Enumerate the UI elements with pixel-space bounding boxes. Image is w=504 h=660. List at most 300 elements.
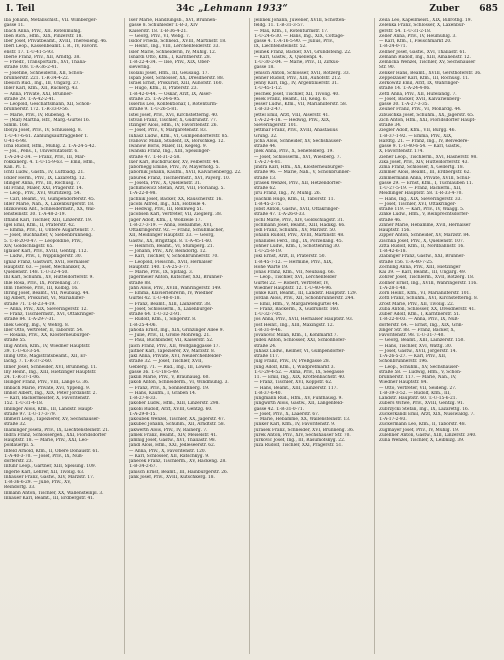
directory-entry: Juhasz Ludw., Kellner, VI, Gumpendorfer- <box>254 348 345 354</box>
directory-entry: — Josef, Schlosserm., X, Laxenburger- <box>129 306 214 312</box>
directory-entry: Zuckermann Leo, Kfm., II, Taborstr. 48. <box>379 422 467 428</box>
directory-entry: lensteinstr. 30. T.-A-48-2-19. <box>4 212 66 218</box>
directory-entry: Jicha Alois, Schneider, XV, Sechshauser- <box>254 138 343 144</box>
directory-entry: T.-R-22-8-03. — Anna, Priv., IX, Nuß- <box>379 317 460 323</box>
directory-entry: — Josef, Schlosserm., XVI, Wiesberg. 7. <box>254 154 341 160</box>
directory-entry: Zibuschka Josef, Schuhm., XX, Jägerstr. 65. <box>379 112 475 118</box>
directory-entry: brunnerstr. 117. — Marie, Näh., IV, <box>379 375 457 380</box>
directory-entry: straße 117. <box>254 354 280 359</box>
directory-entry: gasse 30. T.-A-27-3-35. <box>379 102 429 107</box>
directory-entry: Israel Ernst, Prokurist, XIII, Auhofstr. 160. <box>129 81 223 86</box>
directory-entry: Zika Josef, Priv., XIV, Hütteldorferstr. 43. <box>379 159 469 165</box>
directory-entry: Zöllner Ernst, Ing., XVIII, Währingerstr. 116. <box>379 280 478 286</box>
directory-entry: Isidor Frieda, Schneid., XVIII, Martinstr. 18. <box>129 39 227 44</box>
directory-entry: Iwanski Franz, Ing., XIII, Speisinger- <box>129 149 211 155</box>
directory-entry: Zeller Anna, Priv., IV, Heumühlg. 3. <box>379 33 457 39</box>
directory-entry: Jurkovic Josef, Ing., III, Rasumofskyg. 22. <box>254 438 346 443</box>
directory-entry: Jägermeier Anton, Kutscher, XXI, Brünner- <box>129 275 224 281</box>
directory-entry: Iglauer Karl, Priv., XVIII, Gentzg. 112. <box>4 249 88 254</box>
directory-entry: Jilek Anna, Priv., X, Senefelderg. 19. <box>254 149 334 155</box>
directory-entry: T.-R-42-6-18. <box>379 249 407 254</box>
column-3 <box>254 18 375 654</box>
directory-entry: gasse 4. T.-A-16-5-90. — Julius, Priv., <box>254 39 335 44</box>
directory-entry: Jonas Franz, Kfm., VII, Neubaug. 66. <box>254 270 335 275</box>
directory-entry: Jaitner Karl, Tapezierer, XV, Märzstr. 8. <box>129 348 216 354</box>
directory-entry: — Franz, Tischlermstr., XVI, Ottakringer- <box>4 312 95 317</box>
directory-entry: Jahn Alois, Priv., XVIII, Währingerstr. 149. <box>129 285 222 291</box>
directory-entry: — Hans, Tischler, XVI, Wattg. 30. <box>379 343 453 349</box>
directory-entry: Jamek Franz, Beamt., XIV, Meiselstr. 41. <box>129 432 218 438</box>
directory-entry: — Hans, Beamt., XIII, Lainzerstr. 117. <box>254 385 338 391</box>
directory-entry: Jos Anna, Priv., XVII, Hernalser Hauptstr. 93. <box>254 317 354 323</box>
directory-entry: T.-R-45-7-12. — Hermine, Priv., XIX, <box>254 259 333 265</box>
directory-entry: Schönbrunnerstr. 196. <box>379 359 429 365</box>
directory-entry: Hauptstr. 63. — Josef, Mechaniker, X, <box>4 264 87 270</box>
directory-entry: T.-A-29-0-15. <box>129 411 157 417</box>
directory-entry: Jacobsen Karl, Vertreter, VII, Zieglerg. 38. <box>129 212 223 218</box>
directory-entry: straße 55. <box>4 338 27 344</box>
directory-entry: — Leopold, Fleischh., XVII, Hernalser <box>129 259 213 265</box>
directory-entry: Zuckerkandl Emil, Arzt, XIX, Nusswaldg. 7. <box>379 411 475 417</box>
directory-entry: 5. T.-B-20-0-47. — Leopoldine, Priv., <box>4 238 83 244</box>
directory-entry: Hauptstr. 156. <box>379 228 411 233</box>
directory-entry: — Emil, Hfm., V, Margaretengürtel 44. <box>254 301 340 307</box>
directory-entry: straße 88. <box>129 280 152 286</box>
directory-entry: XIV, Goldschlagstr. 65. <box>4 243 54 249</box>
directory-entry: straße 47. T.-R-31-2-58. <box>129 154 181 160</box>
directory-entry: Jabornik Johann, Kaufm., XVII, Kalvarienbergg. 22. <box>129 170 242 176</box>
directory-entry: Idzikowski Ant., Schneidermstr., XX, Wal- <box>4 207 96 212</box>
directory-entry: Jachnik Josef, Bäcker, XX, Rauscherstr. 16. <box>129 196 223 202</box>
directory-entry: Zuna Wenzel, Tischler, X, Leibnizg. 39. <box>379 438 465 443</box>
directory-entry: straße 24. <box>254 343 277 349</box>
directory-entry: Zipper Anton, Schneider, XV, Märzstr. 84. <box>379 233 471 239</box>
directory-entry: zinger Str. 88. — Franz, Bäcker, X, <box>379 327 456 333</box>
directory-entry: Zlabinger Franz, Gastw., XXI, Brünner- <box>379 254 465 260</box>
directory-entry: Zerkowitz Emil, Arzt, IX, Währinger- <box>379 81 460 86</box>
directory-entry: Judex Anton, Schlosser, XXI, Schloßhofer- <box>254 338 346 344</box>
directory-entry: — Otto, Vertreter, VII, Seideng. 27. <box>379 385 457 391</box>
right-header <box>429 4 498 14</box>
directory-entry: Ihm Therese, Priv., III, Kölblg. 16. <box>4 285 79 291</box>
directory-entry: T.-R-27-3-19. — Anna, Hebamme, XVI, <box>129 222 213 228</box>
directory-entry: lachg. 7. T.-R-37-2-60. <box>4 359 53 365</box>
directory-entry: Ixer Karl, Buchdrucker, XV, Felberstr. 44. <box>129 159 220 165</box>
directory-entry: Jaich Franz, Priv., XII, Wolfganggasse 17. <box>129 343 220 349</box>
directory-entry: Jakobi Rudolf, Arzt, XVIII, Gentzg. 60. <box>129 406 213 412</box>
directory-entry: — Josef, Tischler, XVI, Ottakringer- <box>379 201 457 207</box>
directory-entry: Zulehner Anton, Gastw., XIII, Linzerstr. 340. <box>379 432 477 438</box>
directory-entry: Zeuner Franz, Priv., VI, Mollardg. 44. <box>379 107 462 113</box>
directory-entry: T.-R-36-6-29. — Julie, Priv., XV, <box>4 480 71 485</box>
directory-entry: T.-B-39-3-52. — Rudolf, Kfm., III, <box>379 390 451 396</box>
directory-entry: Johanides Ferd., Ing., IX, Porzellang. 45. <box>254 238 344 244</box>
directory-entry: — Georg, Beamt., XIII, Lainzerstr. 150. <box>379 338 465 344</box>
directory-entry: Zeppelzauer Karl, Kfm., III, Rochusg. 11. <box>379 75 470 81</box>
directory-entry: T.-A-26-5-27. — Karl, Priv., XII, <box>379 354 447 359</box>
directory-entry: T.-U-30-2-04. — Marie, Priv., II, Zirkus- <box>254 60 340 65</box>
directory-entry: Immerl Leop., Tapezierer, XV, Sechshauser- <box>4 417 100 422</box>
directory-entry: T.-A-40-3-70. — Josef, Priv., IX, Nuß- <box>4 453 84 459</box>
directory-entry: straße 25. T.-A-24-6-95. <box>129 96 181 102</box>
directory-entry: — Karl, Tischler, V, Schönbrunnerstr. 70. <box>129 254 219 260</box>
directory-entry: Iber Josef, Privatbeamt., XVIII, Theresieng. 46. <box>4 39 108 44</box>
directory-entry: gasse 8. Schuhleder T.-B-3, XIV <box>129 23 199 29</box>
directory-entry: straße 64. T.-U-32-2-91. <box>129 312 181 317</box>
directory-entry: Infeld Arnold, Kfm., II, Obere Donaustr. 61. <box>4 448 100 454</box>
directory-entry: Iller Otto, Vertreter, II, Taborstr. 54. <box>4 327 84 333</box>
directory-entry: Gürtel 42. T.-U-40-0-18. <box>129 296 181 302</box>
directory-entry: Indra Franz, Schlossergeh., XXI, Floridsdorfer <box>4 432 107 438</box>
section-label: I. Teil <box>6 4 35 14</box>
directory-entry: — Leop., Priv., XVI, Wurlitzerg. 54. <box>4 191 81 197</box>
directory-entry: Jost Heinr., Ing., XIII, Maxingstr. 12. <box>254 322 335 328</box>
directory-entry: Ilsinger Franz, Priv., VIII, Lange G. 36. <box>4 380 90 386</box>
directory-entry: T.-R-31-9-46. <box>254 327 282 333</box>
directory-entry: — Hans, Ing., XIX, Sieveringerstr. 33. <box>379 196 462 202</box>
directory-entry: Isserlis Leo, Konfektionär, I, Rotenturm- <box>129 102 218 107</box>
directory-entry: Zöhrer Josef, Tischlerm., XVII, Rötzerg. 18. <box>379 275 475 281</box>
directory-entry: T.-R-42-0-44. — Oskar, Arzt, IX, Alser- <box>129 91 212 97</box>
directory-entry: — Marie, Priv., IX, Spitalg. 3. <box>129 270 194 275</box>
directory-entry: gasse 11. <box>4 23 25 29</box>
directory-entry: Jochmann Josef, Beamt., XIII, Hadikg. 66. <box>254 222 346 228</box>
directory-entry: straße 44. <box>254 144 277 149</box>
directory-entry: — Anna, Priv., X, Favoritenstr. 120. <box>129 448 206 454</box>
directory-entry: Ivanovic Milan, Student, IX, Borschkeg. 12. <box>129 138 225 144</box>
directory-entry: straße 58. — Ludwig, Hfm., V, Schön- <box>379 369 462 375</box>
directory-entry: T.-U-25-8-19. <box>254 249 283 254</box>
directory-entry: Istvan Franz, Tischler, X, Gudrunstr. 77. <box>129 117 218 123</box>
directory-entry: — Emma, Priv., II, Untere Augartenstr. 7. <box>4 228 95 233</box>
directory-entry: Kan. Pl. 1. <box>4 165 27 170</box>
directory-entry: — Max, Kfm., I, Rotenturmstr. 17. <box>254 28 329 34</box>
directory-entry: Jakubec Johann, Schuhm., XII, Arndtstr. 58. <box>129 422 225 428</box>
directory-entry: T.-U-29-4-52. — Anna, Priv., IX, Seegasse <box>254 369 344 375</box>
directory-entry: gasse 9. T.-U-40-6-54. — Karl, Gastw., <box>379 144 462 149</box>
directory-entry: T.-B-33-2-47. <box>254 107 282 113</box>
directory-entry: T.-R-37-6-40. <box>254 390 282 396</box>
directory-entry: Zemlicka Wenzel, Tischler, XV, Sechshauser <box>379 60 476 65</box>
directory-entry: Jahoda Ernst, Ing., XIX, Grinzinger Allee 9. <box>129 327 224 333</box>
directory-entry: Inaminger Josefa, Priv., IX, Liechtensteinstr. 21. <box>4 427 110 433</box>
directory-entry: Idl Franz, Maler, XXI, Pragerstr. 14. <box>4 186 83 191</box>
directory-entry: Reindorfg. 33. <box>4 485 36 491</box>
directory-entry: Favoritenstr. 98. T.-U-31-7-40. <box>379 333 445 338</box>
directory-entry: Hardtg. 21. — Franz, Ing., IV, Belvedere- <box>379 138 469 144</box>
directory-entry: Jellinek Johann, Juwelier, XVIII, Schotten- <box>254 18 346 23</box>
directory-entry: rokkanerg. 4. T.-U-15-9-63. — Emil, Hfm., <box>4 159 96 165</box>
directory-entry: gasse 29. — Ernst, Kfm., I, Tuchlauben 11. <box>379 180 474 186</box>
directory-entry: straße 71. T.-B-23-4-19. <box>4 301 56 307</box>
directory-entry: Zettl Anna, Priv., XII, Hufelandg. 7. <box>379 91 457 97</box>
directory-entry: Ispan Josef, Schlosser, XX, Dresdnerstr. 88. <box>129 75 225 81</box>
directory-entry: T.-R-45-2-75. <box>254 201 282 207</box>
directory-entry: U-41-6-98. <box>4 138 28 144</box>
directory-entry: — Heinrich, Beamt., VI, Stumperg. 21. <box>129 243 215 249</box>
directory-entry: T.-B-37-1-92. — Emma, Priv., XIX, <box>379 133 453 139</box>
directory-entry: Kaiserstr. 18. T.-B-36-4-21. <box>129 28 188 34</box>
directory-entry: Zima Franz, Schlosser, X, Gellertg. 18. <box>379 165 465 170</box>
directory-entry: Str. 90. <box>379 65 395 71</box>
directory-entry: straße 119. — Karl, Priv., IV, Waagg. 5. <box>379 207 465 212</box>
directory-entry: straße 156. T.-A-40-7-25. <box>379 259 434 265</box>
directory-entry: Jöchl Marie, Priv., XIV, Goldschlagstr. 31. <box>254 217 345 223</box>
directory-entry: Ibolya Josef, Priv., IV, Schlüsselg. 8. <box>4 128 83 134</box>
directory-entry: Zugmayer Josef, Priv., IV, Mühlg. 19. <box>379 427 460 433</box>
directory-entry: Zubrzycki Stefan, Ing., IX, Lazarettg. 16. <box>379 406 470 412</box>
directory-entry: Iuhasz Ludw., Kfm., VI, Gumpendorferstr. 85. <box>129 133 229 139</box>
directory-entry: Jabornegg Emilie, Priv., IV, Mayerhofg. 5. <box>129 165 220 170</box>
directory-entry: T.-A-22-0-98. <box>129 191 157 197</box>
directory-entry: — Josef, Priv., X, Laaerstr. 67. <box>254 411 320 417</box>
directory-entry: — Hugo, Kfm., II, Praterstr. 23. <box>129 86 198 92</box>
directory-entry: Jettmar Franz, Priv., XVIII, Anastasius <box>254 128 338 134</box>
catchword: Zuber <box>429 4 460 14</box>
directory-entry: — Jos., Pens., I, Universitätsstr. 6. <box>4 149 79 155</box>
directory-entry: T.-U-24-6-30. — Hans, Ing., XIX, Cottage- <box>254 33 345 39</box>
directory-entry: Johann Rudolf, Priv., XVIII, Martinstr. 48. <box>254 233 345 239</box>
column-2 <box>129 18 250 654</box>
directory-entry: Jülg Franz, Priv., IV, Preßgasse 28. <box>254 359 330 365</box>
directory-entry: gerstr. 54. T.-U-31-2-18. <box>379 28 432 34</box>
directory-entry: Imbach Marie, Private, XVI, Yppeng. 9. <box>4 385 91 391</box>
directory-entry: Johner Ludw., Kfm., I, Schottenring 30. <box>254 243 341 249</box>
directory-entry: Jonke Karl, Beamt., III, Landstr. Hauptstr. 129. <box>254 291 358 296</box>
directory-entry: Grüng. 32. <box>254 133 278 139</box>
directory-entry: Jovanovic Milan, Kfm., I, Kohlmarkt 7. <box>254 333 338 338</box>
directory-entry: Junker Karl, Kfm., IV, Favoritenstr. 9. <box>254 422 336 428</box>
directory-entry: Jirasek Wenzel, Priv., XII, Hetzendorfer- <box>254 180 342 186</box>
directory-entry: Hohe Warte 19. <box>254 264 289 270</box>
directory-entry: Ibler Karl, Kfm., XII, Ruckerg. 43. <box>4 86 79 92</box>
directory-entry: Imlinger Alois, Kfm., III, Landstr. Haupt- <box>4 406 94 412</box>
directory-entry: — Josefa, Priv., X, Quellenstr. 31. <box>129 180 202 186</box>
directory-entry: Zieher Leop., Tischlerm., XVI, Hasnerstr. 98. <box>379 154 478 160</box>
directory-entry: — Julie, Priv., II, Große Mohreng. 21. <box>129 333 211 338</box>
directory-entry: gasse 36. T.-U-18-5-49. <box>129 369 180 375</box>
directory-entry: straße 97. T.-U-17-3-79. <box>4 411 56 417</box>
directory-entry: Zöchling Anna, Priv., XIII, Hietzinger <box>379 264 461 270</box>
directory-entry: Jiru Franz, Ing., IV, Mühlg. 26. <box>254 191 322 197</box>
directory-entry: Zinner Marie, Hebamme, XVII, Hernalser <box>379 222 471 228</box>
directory-entry: Iwanow Boris, Maler, III, Kegelg. 9. <box>129 144 208 149</box>
directory-entry: Ibesich Rud., Ing., III, Ungarg. 27. <box>4 81 80 86</box>
directory-entry: Zimmer Alois, Beamt., III, Erdbergstr. 62. <box>379 170 471 176</box>
directory-entry: Inmann Anton, Tischler, XX, Wallensteinpl. 3. <box>4 490 104 496</box>
directory-entry: straße 62. <box>254 186 277 191</box>
directory-entry: — Marie, Priv., IV, Rubensg. 4. <box>4 112 71 118</box>
directory-entry: Inführ Leop., Gärtner, XIII, Speising. 109. <box>4 464 96 470</box>
directory-entry: — Rudolf, Kfm., I, Singerstr. 8. <box>129 317 197 323</box>
directory-entry: Illing Otto, Magistratsbeamt., XII, Er- <box>4 354 87 359</box>
directory-entry: Jäger Adolf, Kfm., I, Wollzeile 17. <box>129 217 202 223</box>
directory-entry: feldg. 11. T.-B-31-3-57. <box>254 23 305 29</box>
directory-entry: — Emma, Klavierlehrerin, IV, Wiedner <box>129 291 213 296</box>
directory-entry: Jamnig Josef, Gastw., XVI, Thaliastr. 98. <box>129 438 217 443</box>
directory-entry: Iben Rich., Hfm., XIX, Pinzerstr. 18. <box>4 33 83 39</box>
directory-entry: Jungmann Rud., Hfm., XV, Fünfhausg. 9. <box>254 396 343 401</box>
directory-entry: — Hans, Kaufm., I, Graben 14. <box>129 390 197 396</box>
directory-entry: Idinger Anna, Prv., III, Rochusg. 7. <box>4 180 81 186</box>
directory-entry: Jungwirth Alois, Gastw., XII, Längenfeld- <box>254 401 344 407</box>
directory-entry: Ignaz Franz, Gastwirt, XVII, Hernalser <box>4 259 90 265</box>
directory-entry: — Anna, Private, XXI, Brünner- <box>4 91 73 97</box>
directory-entry: Iberle Franz, Priv., XII, Arndtg. 38. <box>4 54 81 60</box>
directory-entry: Jakwerth Alois, Priv., IV, Rainerg. 7. <box>129 427 208 433</box>
directory-entry: straße 46. <box>379 217 402 223</box>
directory-entry: — Josef, Priv., V, Margaretenstr. 83. <box>129 128 208 134</box>
directory-entry: Zenker Hans, Beamt., XVIII, Gersthoferstr. 36. <box>379 70 482 76</box>
directory-entry: IX, Liechtensteinstr. 52. <box>254 44 307 50</box>
directory-entry: Simm. 168. <box>4 123 29 128</box>
directory-entry: Geblerg. 71. — Rud., Ing., III, Löwen- <box>129 364 212 370</box>
directory-entry: Jandl Alois, Hfm., XXI, Jedleseerstr. 62. <box>129 443 216 449</box>
directory-entry: Jindra Karl, Hfm., XX, Klosterneuburger- <box>254 165 344 170</box>
directory-entry: straße 47. T.-A-26-0-33. <box>254 212 306 218</box>
directory-entry: Juza Rudolf, Tischler, XXI, Pragerstr. 51. <box>254 443 343 449</box>
directory-entry: Landstr. Hauptstr. 60. T.-U-15-6-21. <box>379 396 457 401</box>
directory-entry: Itzinger Alois, Hfm., IV, Favoritenstr. 26. <box>129 123 218 128</box>
directory-entry: Zuber Adolf, Kfm., I, Kärntnerstr. 51. <box>379 312 461 317</box>
directory-entry: Isler Marie, Schneiderin, IV, Mühlg. 12. <box>129 49 217 55</box>
column-1 <box>4 18 125 654</box>
directory-entry: Idler Marie, Näh., X, Laxenburgerstr. 18. <box>4 201 95 207</box>
directory-entry: Hauptstr. 18. — Marie, Priv., XXI, Leo- <box>4 438 89 443</box>
directory-entry: — Marie, Hebamme, XX, Wallensteinstr. 13. <box>254 417 351 422</box>
directory-entry: Ziegler Adolf, Kfm., VII, Burgg. 46. <box>379 128 456 134</box>
directory-entry: T.-R-27-8-33. <box>129 396 157 401</box>
directory-entry: — Ludw., Priv., I, Wipplingerstr. 30. <box>4 254 82 260</box>
directory-entry: straße 32. <box>4 422 27 428</box>
directory-entry: — Leop., Schuhm., XV, Sechshauser- <box>379 364 460 370</box>
directory-entry: Zuba Anton, Schlosser, XX, Dresdnerstr. 41. <box>379 306 476 312</box>
directory-entry: straße 13. <box>254 175 277 181</box>
directory-entry: Wiedner Hauptstr. 84. <box>379 380 428 386</box>
directory-entry: T.-R-22-4-34. — Ilse, Priv., XIX, Ober- <box>129 60 211 65</box>
directory-entry: — (Maf) Martha, Hfr., Marg.-Gürtel 16. <box>4 117 91 123</box>
directory-entry: brunnerstr. 221. T.-R-34-4-22. <box>4 75 70 81</box>
directory-entry: T.-U-32-7-05. <box>254 312 283 317</box>
publication-title: „Lehmann 1933“ <box>198 4 288 14</box>
directory-entry: Jodl Franz, Schuhm., XV, Märzstr. 50. <box>254 228 337 233</box>
directory-entry: Iberl Leop., Kassenbeamt. i. R., IV, Favorit. <box>4 44 99 50</box>
directory-entry: — Karl, Bäckermeister, X, Favoritenstr. <box>4 396 90 401</box>
directory-entry: Jacobi Alfred, Ing., XIX, Hofzeile 4. <box>129 201 207 207</box>
directory-entry: — Heinr., Ing., VIII, Lerchenfelderstr. 33. <box>129 44 220 50</box>
directory-entry: Jenny Karl, Ing., IV, Argentinierstr. 31. <box>254 81 339 86</box>
directory-entry: Ibach Anna, Priv., XII. Rotenmühlg. <box>4 28 82 34</box>
directory-entry: 24. T.-R-37-1-06. <box>4 375 41 380</box>
directory-entry: Jokl Ernst, Arzt, II, Praterstr. 50. <box>254 254 326 260</box>
directory-entry: straße 34. <box>379 123 402 128</box>
directory-entry: Iba Johann, Metallschlst., VII. Wimberger- <box>4 18 98 23</box>
directory-entry: Joachim Hugo, Kfm., II, Taborstr. 11. <box>254 196 335 202</box>
directory-entry: Isolani Josef, Hfm., III, Geusaug. 17. <box>129 70 209 76</box>
directory-entry: straße 9. T.-U-26-5-81. <box>129 107 179 113</box>
directory-entry: Istel Josef, Priv., XVI, Kirchstetterng. 40. <box>129 112 219 118</box>
directory-entry: T.-B-34-2-67. <box>129 464 157 470</box>
directory-entry: Janisch Ernst, Beamt., III, Hainburgerstr. 26. <box>129 469 229 475</box>
directory-entry: Zrost Marie, Priv., XII, Tivolig. 22. <box>379 301 455 307</box>
directory-entry: Jakoubek Wenzel, Tischler, XX, Jägerstr. 47. <box>129 417 226 422</box>
directory-entry: Jakob Anton, Schneiderm., VI, Windmühlg. 3. <box>129 380 229 386</box>
directory-entry: — Franz, Priv., X, Sonnleithnerg. 19. <box>129 385 210 391</box>
directory-entry: Zinke Ludw., Hfm., V, Reinprechtsdorfer- <box>379 212 470 218</box>
directory-entry: — Franz, Bäckerm., X, Gudrunstr. 160. <box>254 306 340 312</box>
directory-entry: Jank Josef, Priv., XVIII, Kutschkerg. 18. <box>129 474 215 480</box>
directory-entry: — Josef, Gastw., XVII, Jörgerstr. 14. <box>379 348 457 354</box>
directory-entry: Jelinek Franz, Bäcker, XVI, Grundsteing. 22. <box>254 49 352 55</box>
directory-entry: Jung Adolf, Kfm., I, Wildpretmarkt 3. <box>254 364 335 370</box>
directory-entry: Isnardi Otto, Kfm., I, Kärntnerstr. 28. <box>129 54 212 60</box>
directory-entry: — Karl, Kfm., I, Fleischmarkt 20. <box>379 39 452 44</box>
directory-entry: Jenner Rudolf, Priv., XIII, Auhofstr. 212. <box>254 75 342 81</box>
directory-entry: Ichtl Ludw., Gasth., IV, Luftbadg. 21. <box>4 170 85 176</box>
directory-entry: T.-R-25-4-06. <box>129 322 157 328</box>
directory-entry: T.-A-24-2-34. — Franz, Priv., III, Mar- <box>4 154 86 160</box>
directory-entry: X, Favoritenstr. 174. <box>379 149 424 155</box>
directory-entry: dorferstr. 23. <box>4 459 33 464</box>
directory-entry: straße 96. — Marie, Näh., V, Schönbrunner- <box>254 170 351 176</box>
directory-entry: Ickler Herm., Priv., IX, Lazarettg. 12. <box>4 175 86 181</box>
directory-entry: 39. T.-U-43-3-54. <box>4 348 41 354</box>
directory-entry: Gastw., XX, Brigittapl. 8. T.-A-45-1-60. <box>129 238 213 244</box>
directory-entry: T.-U-27-5-19. — Franz, Bäckerm., XII, <box>379 186 462 191</box>
directory-entry: Jordan Alois, Priv., XII, Schönbrunnerstr. 244. <box>254 296 355 302</box>
directory-entry: Jenisch Anton, Schlosser, XVII, Rötzerg. 33. <box>254 70 351 76</box>
directory-entry: dorferstr. 64. — Ernst, Ing., XIX, Grin- <box>379 322 464 328</box>
directory-entry: Ottakringerstr. 92. — Franz, Schuhmacher, <box>129 228 224 233</box>
directory-entry: gasse 42. T.-R-31-0-71. <box>254 406 304 412</box>
directory-entry: Jurasek Franz, Schneider, XVI, Brunneng. 36. <box>254 427 355 433</box>
directory-entry: — Paul, Buchbinder, VII, Kaiserstr. 52. <box>129 338 214 344</box>
directory-entry: Innauer Karl, Beamt., III, Erdbergstr. 41. <box>4 495 95 501</box>
directory-entry: — Georg, Priv., VI, Webg. 7. <box>129 33 191 39</box>
directory-entry: Meidlinger Hauptstr. 58. T.-R-33-4-70. <box>379 191 463 197</box>
directory-entry: T.-U-45-1-12. <box>254 86 283 92</box>
running-title <box>176 4 288 14</box>
columns <box>4 18 500 654</box>
directory-entry: Janecek Franz, Tischlerm., XV, Hackeng. 28. <box>129 459 227 464</box>
directory-entry: — Josef, Buchhalter, V, Siebenbrunneng. <box>4 233 93 239</box>
directory-entry: 11. — Emil, Ing., XIX, Krottenbachstr. 40. <box>254 375 346 380</box>
directory-entry: Gürtel 22. — Robert, Vertreter, IV, <box>254 280 330 286</box>
directory-entry: T.-U-47-6-61. Zahlungsauftraggeber T. <box>4 133 88 139</box>
directory-entry: Ihl Karl, Schuhm., XV, Hütteldorferstr. 9. <box>4 275 94 281</box>
directory-entry: straße 32. — Josef, Tischler, XVII, <box>129 359 203 365</box>
directory-entry: Zeila Leo, Kapellmeist., XIX, Billrothg. 19. <box>379 18 472 23</box>
directory-entry: Igel Emil, Kfm., II, Praterstr. 42. <box>4 222 76 228</box>
directory-entry: T.-A-27-6-81. <box>254 159 282 165</box>
directory-entry: — Leop., Tischler, XVI, Lerchenfelder <box>254 275 337 281</box>
directory-entry: — Franz, Tischler, XVI, Koppstr. 62. <box>254 380 333 386</box>
directory-entry: Illy Heinr., Ing., XIII, Hietzinger Hauptstr. <box>4 369 97 375</box>
directory-entry: Imhof Albert, Ing., XIX, Peter Jordanstr. 2. <box>4 390 97 396</box>
directory-entry: Zimmermann Anna, Private, XVIII, Schul- <box>379 175 471 181</box>
directory-entry: Jobst Anton, Gastw., XVII, Ottakringer- <box>254 207 340 212</box>
directory-entry: Jaburek Franz, Tischlermstr., XVI, Payerg. 10. <box>129 175 231 181</box>
directory-entry: Jesek Franz, Beamt., III, Keilg. 6. <box>254 96 327 102</box>
directory-entry: Zitta Rudolf, Kfm., II, Nordbahnstr. 16. <box>379 243 465 249</box>
directory-entry: — Friedr., Transportarb., XVI, Thalia- <box>4 60 87 65</box>
directory-entry: gasse 18. <box>254 65 275 71</box>
directory-entry: Jakl Anna, Private, XVI, Neulerchenfelder- <box>129 354 223 359</box>
directory-entry: Jaklin Marie, Priv., V, Bräuhausg. 60. <box>129 375 210 380</box>
directory-entry: Jeschek Josef, Tischler, XII, Tivolig. 40. <box>254 91 340 97</box>
directory-entry: — Leopold, Geschäftsmann, XII, Schön- <box>4 102 92 107</box>
directory-entry: T.-R-24-0-71. <box>379 44 407 50</box>
